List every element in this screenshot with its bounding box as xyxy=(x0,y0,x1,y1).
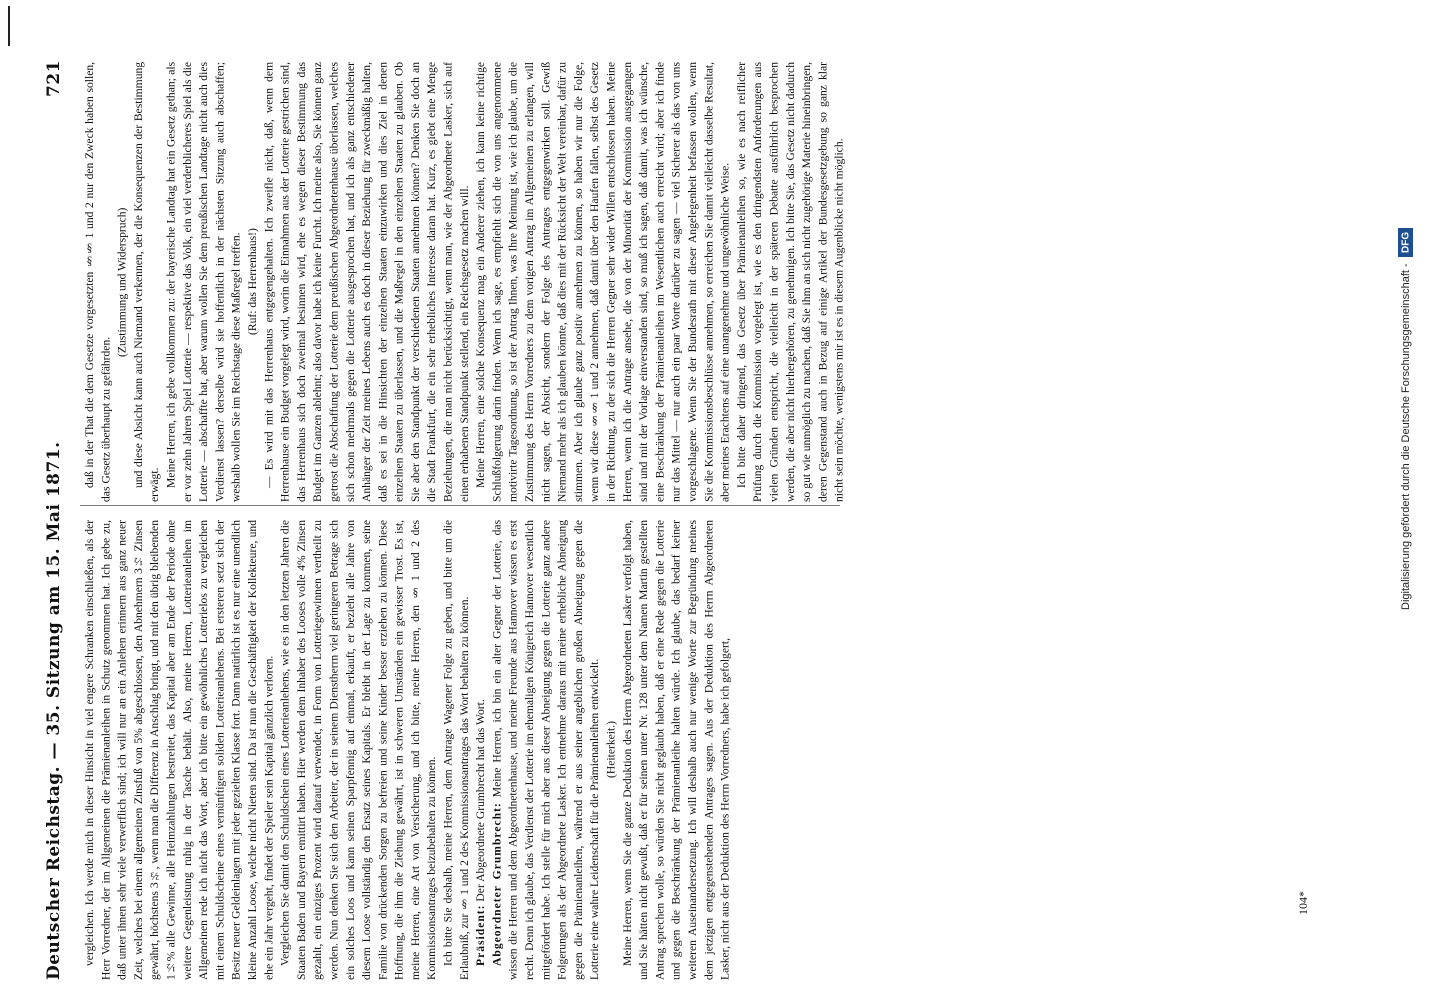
dfg-credit xyxy=(1386,30,1426,610)
dfg-logo: DFG xyxy=(1399,228,1414,257)
grumbrecht-speech xyxy=(489,520,603,980)
speaker-label-grumbrecht: Abgeordneter Grumbrecht: xyxy=(490,802,504,967)
right-paragraph-3: — Es wird mit das Herrenhaus entgegengehalten. Ich zweifle nicht, daß, wenn dem Herrenhause ein Budget vorgelegt wird, worin die Einnahmen aus der Lotterie gestrichen sind, das Herrenhaus sich doch zweimal besinnen wird, ehe es wegen dieser Bestimmung das Budget im Ganzen ablehnt; also davor habe ich keine Furcht. Ich meine also, Sie können ganz getrost die Abschaffung der Lotterie dem preußischen Abgeordnetenhause überlassen, welches sich schon mehrmals gegen die Lotterie ausgesprochen hat, und ich als ganz entschiedener Anhänger der Zeit meines Lebens auch es doch in dieser Beziehung für zweckmäßig halten, daß es sei in die Hinsichten der einzelnen Staaten einzuwirken und dies Ziel in denen einzelnen Staaten zu überlassen, und die Maßregel in den einzelnen Staaten zu glauben. Ob Sie aber den Standpunkt der verschiedenen Staaten annehmen können? Denken Sie doch an die Stadt Frankfurt, die ein sehr erhebliches Interesse daran hat. Kurz, es giebt eine Menge Beziehungen, die man nicht berücksichtigt, wenn man, wie der Abgeordnete Lasker, sich auf einen erhabenen Standpunkt stellend, ein Reichsgesetz machen will. xyxy=(262,62,471,502)
reaction-zustimmung: (Zustimmung und Widerspruch) xyxy=(115,207,129,357)
left-paragraph-1: vergleichen. Ich werde mich in dieser Hinsicht in viel engere Schranken einschließen, als der Herr Vorredner, der im Allgemeinen die Prämienanleihen in Schutz genommen hat. Ich gebe zu, daß unter ihnen sehr viele verwerflich sind; ich will nur an ein Anlehen erinnern aus ganz neuer Zeit, welches bei einem allgemeinen Zinsfuß von 5% abgeschlossen, den Abnehmern 3½ Zinsen gewährt, höchstens 3⅔, wenn man die Differenz in Anschlag bringt, und mit den übrig bleibenden 1½% alle Gewinne, alle Heimzahlungen bestreitet, das Kapital aber am Ende der Periode ohne weitere Gegenleistung ruhig in der Tasche behält. Also, meine Herren, Lotterieanleihen im Allgemeinen rede ich nicht das Wort, aber ich bitte ein gewöhnliches Lotterielos zu vergleichen mit einem Schuldscheine eines vernünftigen soliden Lotterieanlehens. Bei ersteren setzt sich der Besitz neuer Geldeinlagen mit jeder gezielten Klasse fort. Dann natürlich ist es nur eine unendlich kleine Anzahl Loose, welche nicht Nieten sind. Da ist nun die Geschäftigkeit der Kollekteure, und ehe ein Jahr vergeht, findet der Spieler sein Kapital gänzlich verloren. xyxy=(83,520,276,980)
speaker-text-president: Der Abgeordnete Grumbrecht hat das Wort. xyxy=(474,699,488,902)
speaker-label-president: Präsident: xyxy=(474,904,488,967)
president-line xyxy=(473,520,489,980)
dfg-credit-text: Digitalisierung gefördert durch die Deutsche Forschungsgemeinschaft - xyxy=(1400,263,1412,610)
right-paragraph-1: und diese Absicht kann auch Niemand verkennen, der die Konsequenzen der Bestimmung erwägt. xyxy=(131,62,162,502)
reaction-heiterkeit: (Heiterkeit.) xyxy=(604,721,618,779)
right-paragraph-2: Meine Herren, ich gebe vollkommen zu: der bayerische Landtag hat ein Gesetz gethan; als er vor zehn Jahren Spiel Lotterie — respektive das Volk, ein viel verderblicheres Spiel als die Lotterie — abschaffte hat, aber warum wollen Sie dem preußischen Landtage nicht auch dies Verdienst lassen? derselbe wird sie hoffentlich in der nächsten Sitzung auch abschaffen; weshalb wollen Sie im Reichstage diese Maßregel treffen. xyxy=(164,62,243,502)
header-title: Deutscher Reichstag. — 35. Sitzung am 15. Mai 1871. xyxy=(44,441,64,980)
page-edge-mark xyxy=(8,6,20,46)
signature-mark: 104* xyxy=(1296,891,1310,915)
reaction-herrenhaus: (Ruf: das Herrenhaus!) xyxy=(245,228,259,336)
speaker-text-grumbrecht: Meine Herren, ich bin ein alter Gegner der Lotterie, das wissen die Herren und dem Abgeordnetenhause, und meine Freunde aus Hannover wissen es erst recht. Denn ich glaube, das Verdienst der Lotterie im ehemaligen Königreich Hannover wesentlich mitgefördert habe. Ich stelle für mich aber aus dieser Abneigung gegen die Lotterie ganz andere Folgerungen als der Abgeordnete Lasker. Ich entnehme daraus mit meine erhebliche Abneigung gegen die Prämienanleihen, während er aus seiner angeblichen großen Abneigung gegen die Lotterie eine wahre Leidenschaft für die Prämienanleihen entwickelt. xyxy=(490,520,602,980)
column-separator xyxy=(80,505,840,506)
right-intro: daß in der That die dem Gesetze vorgesetzten §§ 1 und 2 nur den Zweck haben sollen, das Gesetz überhaupt zu gefährden. xyxy=(83,62,113,502)
running-header xyxy=(44,60,74,980)
page-number: 721 xyxy=(44,60,64,97)
right-paragraph-4: Meine Herren, eine solche Konsequenz mag ein Anderer ziehen, ich kann keine richtige Schlußfolgerung darin finden. Wenn ich sage, es empfiehlt sich die von uns angenommene motivirte Tagesordnung, so ist der Antrag Ihnen, was Ihre Meinung ist, wie ich glaube, um die Zustimmung des Herrn Vorredners zu dem vorigen Antrag im Allgemeinen zu erlangen, will nicht sagen, der Absicht, sondern der Folge des Antrages entgegenwirken soll. Gewiß Niemand mehr als ich glauben könnte, daß dies mit der Rücksicht der Welt vereinbar, dafür zu stimmen. Aber ich glaube ganz positiv annehmen zu können, so haben wir nur die Folge, wenn wir diese §§ 1 und 2 annehmen, daß damit über den Haufen fallen, selbst des Gesetz in der Richtung, zu der sich die Herren Gegner sehr wider Willen entschlossen haben. Meine Herren, wenn ich die Antrage ansehe, die von der Minorität der Kommission ausgegangen sind und mit der Vorlage einverstanden sind, so muß ich sagen, daß damit, was ich wünsche, eine Beschränkung der Prämienanleihen im Wesentlichen auch erreicht wird; aber ich finde nur das Mittel — nur auch ein paar Worte darüber zu sagen — viel Sicherer als das von uns vorgeschlagene. Wenn Sie der Bundesrath mit dieser Angelegenheit befassen wollen, wenn Sie die Kommissionsbeschlüsse annehmen, so erreichen Sie damit vielleicht dasselbe Resultat, aber meines Erachtens auf eine unangenehme und ungewöhnliche Weise. xyxy=(474,62,732,502)
left-column xyxy=(82,520,822,980)
left-paragraph-3: Ich bitte Sie deshalb, meine Herren, dem Antrage Wagener Folge zu geben, und bitte um die Erlaubniß, zur § 1 und 2 des Kommissionsantrages das Wort behalten zu können. xyxy=(441,520,471,980)
right-paragraph-5: Ich bitte daher dringend, das Gesetz über Prämienanleihen so, wie es nach reiflicher Prüfung durch die Kommission vorgelegt ist, wie es den dringendsten Anforderungen aus vielen Gründen entspricht, die vielleicht in der späteren Debatte ausführlich besprochen werden, die aber nicht hierhergehören, zu genehmigen. Ich bitte Sie, das Gesetz nicht dadurch so gut wie unmöglich zu machen, daß Sie ihm an sich nicht zugehörige Materie hineinbringen, deren Gegenstand auch in Bezug auf einige Artikel der Bundesgesetzgebung so ganz klar nicht sein möchte, wenigstens mir ist es in diesem Augenblicke nicht möglich. xyxy=(734,62,846,502)
right-column xyxy=(82,62,846,502)
left-paragraph-2: Vergleichen Sie damit den Schuldschein eines Lotterieanlehens, wie es in den letzten Jahren die Staaten Baden und Bayern emittirt haben. Hier werden dem Inhaber des Looses volle 4% Zinsen gezahlt, ein einziges Prozent wird darauf verwendet, in Form von Lotteriegewinnen vertheilt zu werden. Nun denken Sie sich den Arbeiter, der in seinem Dienstherrn viel geringeren Betrage sich ein solches Loos und kann seinen Sparpfennig auf einmal, erkauft, er bezieht alle Jahre von diesem Loose vollständig den Ersatz seines Kapitals. Er bleibt in der Lage zu kommen, seine Familie von drückenden Sorgen zu befreien und seine Kinder besser erziehen zu können. Diese Hoffnung, die ihm die Ziehung gewährt, ist in schweren Umständen ein gewisser Trost. Es ist, meine Herren, eine Art von Versicherung, und ich bitte, meine Herren, den § 1 und 2 des Kommissionsantrages beizubehalten zu können. xyxy=(278,520,439,980)
left-closing-paragraph: Meine Herren, wenn Sie die ganze Deduktion des Herrn Abgeordneten Lasker verfolgt haben, und Sie hätten nicht gewußt, daß er für seinen unter Nr. 128 unter dem Namen Martin gestellten Antrag sprechen wolle, so würden Sie nicht geglaubt haben, daß er eine Rede gegen die Lotterie und gegen die Beschränkung der Prämienanleihe halten würde. Ich glaube, das bedarf keiner weiteren Auseinandersetzung. Ich will deshalb auch nur wenige Worte zur Begründung meines dem jetzigen entgegenstehenden Antrages sagen. Aus der Deduktion des Herrn Abgeordneten Lasker, nicht aus der Deduktion des Herrn Vorredners, habe ich gefolgert, xyxy=(620,520,732,980)
